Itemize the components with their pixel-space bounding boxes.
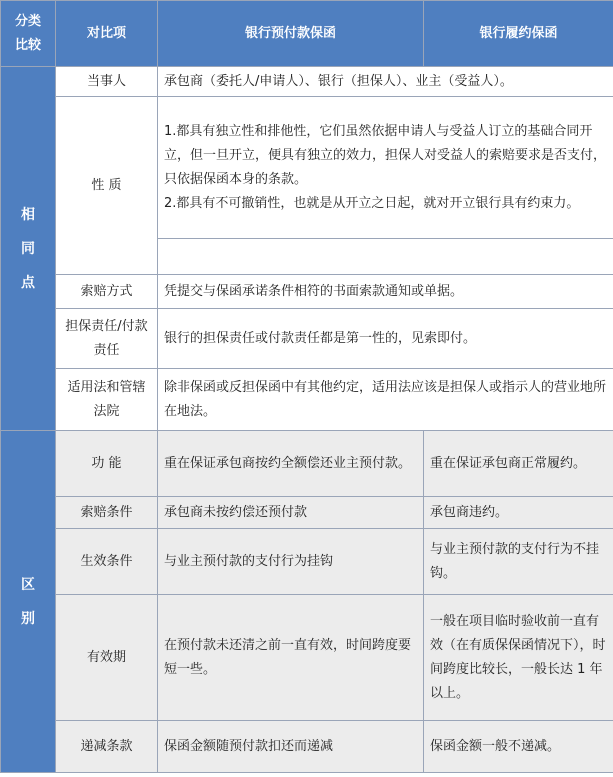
header-performance-guarantee: 银行履约保函 (424, 1, 613, 67)
row-value-claim-method: 凭提交与保函承诺条件相符的书面索款通知或单据。 (158, 275, 613, 309)
header-advance-guarantee: 银行预付款保函 (158, 1, 424, 67)
row-performance-effective-condition: 与业主预付款的支付行为不挂钩。 (424, 529, 613, 595)
row-label-applicable-law: 适用法和管辖法院 (56, 369, 158, 431)
header-row (1, 1, 613, 67)
diff-label-char: 区 (21, 576, 35, 593)
table-row (1, 67, 613, 97)
table-row (1, 97, 613, 239)
row-value-liability: 银行的担保责任或付款责任都是第一性的，见索即付。 (158, 309, 613, 369)
row-performance-validity: 一般在项目临时验收前一直有效（在有质保保函情况下），时间跨度比较长，一般长达 1 年以上。 (424, 595, 613, 721)
row-value-nature (158, 97, 613, 239)
row-label-liability: 担保责任/付款责任 (56, 309, 158, 369)
table-row (1, 369, 613, 431)
header-category-line1: 分类 (14, 13, 41, 29)
row-advance-effective-condition: 与业主预付款的支付行为挂钩 (158, 529, 424, 595)
diff-label-char: 别 (21, 610, 35, 627)
row-value-applicable-law: 除非保函或反担保函中有其他约定，适用法应该是担保人或指示人的营业地所在地法。 (158, 369, 613, 431)
header-category (1, 1, 56, 67)
table-row (1, 275, 613, 309)
same-label-char: 点 (21, 274, 35, 291)
header-item: 对比项 (56, 1, 158, 67)
row-label-parties: 当事人 (56, 67, 158, 97)
nature-point-1: 1.都具有独立性和排他性，它们虽然依据申请人与受益人订立的基础合同开立，但一旦开立，便具有独立的效力，担保人对受益人的索赔要求是否支付，只依据保函本身的条款。 (164, 123, 607, 187)
row-performance-function: 重在保证承包商正常履约。 (424, 431, 613, 497)
row-advance-function: 重在保证承包商按约全额偿还业主预付款。 (158, 431, 424, 497)
same-label-char: 同 (21, 240, 35, 257)
row-performance-claim-condition: 承包商违约。 (424, 497, 613, 529)
row-value-parties: 承包商（委托人/申请人）、银行（担保人）、业主（受益人）。 (158, 67, 613, 97)
table-row (1, 497, 613, 529)
nature-spacer-cell (158, 239, 613, 275)
row-performance-reduction-clause: 保函金额一般不递减。 (424, 721, 613, 773)
nature-point-2: 2.都具有不可撤销性，也就是从开立之日起，就对开立银行具有约束力。 (164, 195, 580, 211)
table-row (1, 431, 613, 497)
differences-category (1, 431, 56, 773)
row-label-function: 功 能 (56, 431, 158, 497)
row-advance-reduction-clause: 保函金额随预付款扣还而递减 (158, 721, 424, 773)
row-label-effective-condition: 生效条件 (56, 529, 158, 595)
table-row (1, 595, 613, 721)
row-label-claim-condition: 索赔条件 (56, 497, 158, 529)
table-row (1, 529, 613, 595)
row-label-reduction-clause: 递减条款 (56, 721, 158, 773)
table-row (1, 721, 613, 773)
header-category-line2: 比较 (14, 37, 41, 53)
row-advance-validity: 在预付款未还清之前一直有效，时间跨度要短一些。 (158, 595, 424, 721)
row-advance-claim-condition: 承包商未按约偿还预付款 (158, 497, 424, 529)
row-label-nature: 性 质 (56, 97, 158, 275)
table-row (1, 309, 613, 369)
row-label-validity: 有效期 (56, 595, 158, 721)
same-points-category (1, 67, 56, 431)
same-label-char: 相 (21, 206, 35, 223)
row-label-claim-method: 索赔方式 (56, 275, 158, 309)
